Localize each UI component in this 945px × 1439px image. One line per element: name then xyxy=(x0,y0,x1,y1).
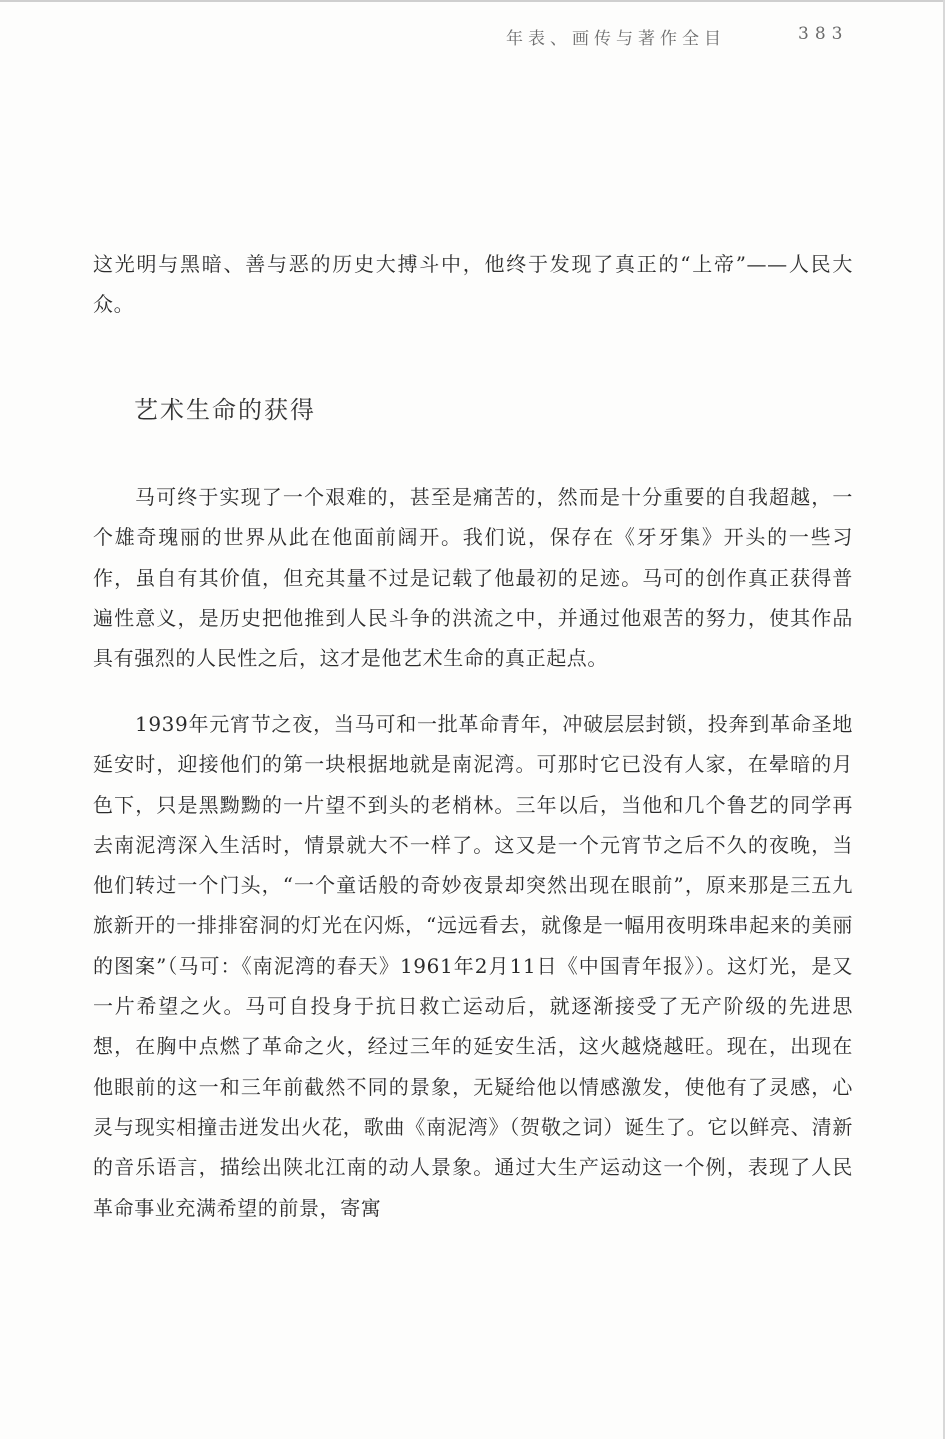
section-heading: 艺术生命的获得 xyxy=(134,396,316,424)
page-number: 383 xyxy=(798,24,849,44)
body-paragraph-1: 马可终于实现了一个艰难的，甚至是痛苦的，然而是十分重要的自我超越，一个雄奇瑰丽的世界从此在他面前阔开。我们说，保存在《牙牙集》开头的一些习作，虽自有其价值，但充其量不过是记载了他最初的足迹。马可的创作真正获得普遍性意义，是历史把他推到人民斗争的洪流之中，并通过他艰苦的努力，使其作品具有强烈的人民性之后，这才是他艺术生命的真正起点。 xyxy=(93,485,853,671)
page-top-edge xyxy=(0,0,945,2)
intro-paragraph: 这光明与黑暗、善与恶的历史大搏斗中，他终于发现了真正的“上帝”——人民大众。 xyxy=(93,252,853,317)
body-paragraph-2: 1939年元宵节之夜，当马可和一批革命青年，冲破层层封锁，投奔到革命圣地延安时，迎接他们的第一块根据地就是南泥湾。可那时它已没有人家，在晕暗的月色下，只是黑黝黝的一片望不到头的老梢林。三年以后，当他和几个鲁艺的同学再去南泥湾深入生活时，情景就大不一样了。这又是一个元宵节之后不久的夜晚，当他们转过一个门头，“一个童话般的奇妙夜景却突然出现在眼前”，原来那是三五九旅新开的一排排窑洞的灯光在闪烁，“远远看去，就像是一幅用夜明珠串起来的美丽的图案”（马可：《南泥湾的春天》1961年2月11日《中国青年报》）。这灯光，是又一片希望之火。马可自投身于抗日救亡运动后，就逐渐接受了无产阶级的先进思想，在胸中点燃了革命之火，经过三年的延安生活，这火越烧越旺。现在，出现在他眼前的这一和三年前截然不同的景象，无疑给他以情感激发，使他有了灵感，心灵与现实相撞击迸发出火花，歌曲《南泥湾》（贺敬之词）诞生了。它以鲜亮、清新的音乐语言，描绘出陕北江南的动人景象。通过大生产运动这一个例，表现了人民革命事业充满希望的前景，寄寓 xyxy=(93,712,853,1220)
running-header-title: 年表、画传与著作全目 xyxy=(506,29,726,49)
